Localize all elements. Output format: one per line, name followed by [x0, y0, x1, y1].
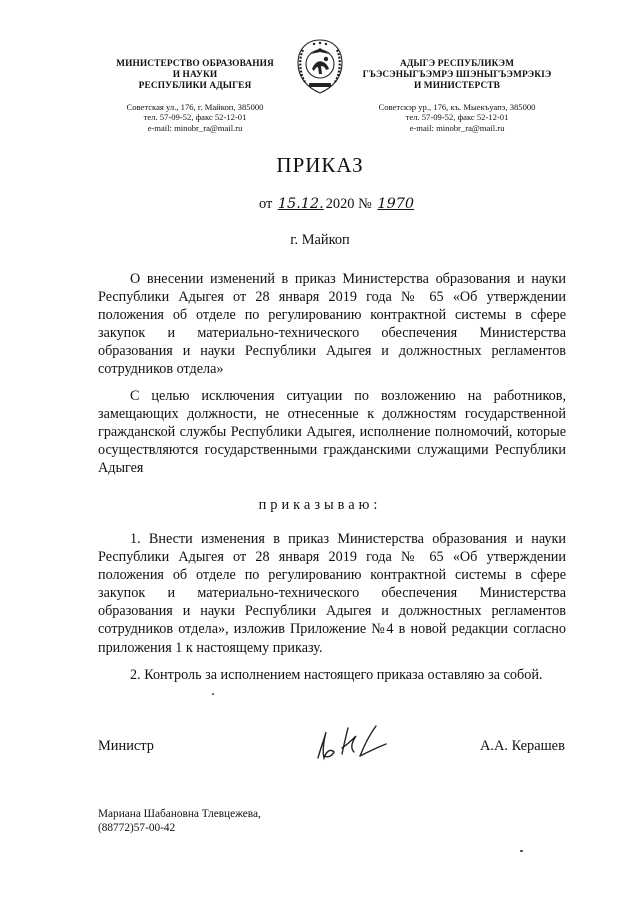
address-line: Советскэр ур., 176, къ. Мыекъуапэ, 385000	[378, 101, 536, 112]
order-item-2: 2. Контроль за исполнением настоящего приказа оставляю за собой.	[130, 667, 543, 683]
phone-line: тел. 57-09-52, факс 52-12-01	[405, 112, 509, 123]
order-subject: О внесении изменений в приказ Министерства образования и науки Республики Адыгея от 28 января 2019 года № 65 «Об утверждении положения об отделе по регулированию контрактной системы в сфере закупок и материально-технического обеспечения Министерства образования и науки Республики Адыгея и должностных регламентов сотрудников отдела»	[98, 271, 566, 378]
contact-person: Мариана Шабановна Тлевцежева,	[98, 808, 261, 820]
coat-of-arms-icon	[289, 36, 351, 98]
ministry-name-line: И МИНИСТЕРСТВ	[413, 81, 501, 92]
email-line: e-mail: minobr_ra@mail.ru	[147, 122, 243, 133]
ministry-name-ru	[100, 59, 290, 93]
order-reason: С целью исключения ситуации по возложению на работников, замещающих должности, не отнесенные к должностям государственной гражданской службы Республики Адыгея, исполнение полномочий, которые осуществляются государственными гражданскими служащими Республики Адыгея	[98, 388, 566, 477]
phone-line: тел. 57-09-52, факс 52-12-01	[143, 112, 247, 123]
order-year: 2020	[325, 196, 355, 212]
ministry-name-line: РЕСПУБЛИКИ АДЫГЕЯ	[138, 81, 252, 92]
ministry-name-line: И НАУКИ	[172, 70, 218, 81]
handwritten-number: 1970	[377, 196, 415, 212]
handwritten-date: 15.12.	[277, 196, 324, 212]
header-right	[357, 59, 557, 133]
number-prefix: №	[358, 196, 372, 212]
ministry-name-ady	[357, 59, 557, 93]
header-left	[100, 59, 290, 133]
scan-speck	[520, 850, 523, 852]
ministry-name-line: МИНИСТЕРСТВО ОБРАЗОВАНИЯ	[116, 59, 274, 69]
order-date-line	[259, 196, 449, 213]
email-line: e-mail: minobr_ra@mail.ru	[409, 122, 505, 133]
signer-name: А.А. Керашев	[480, 738, 565, 754]
ministry-name-line: ГЪЭСЭНЫГЪЭМРЭ ШІЭНЫГЪЭМРЭКІЭ	[362, 70, 552, 81]
contact-info	[98, 808, 261, 835]
decree-word: приказываю:	[258, 497, 382, 513]
order-title: ПРИКАЗ	[276, 153, 364, 177]
ministry-name-line: АДЫГЭ РЕСПУБЛИКЭМ	[399, 59, 515, 69]
city-label: г. Майкоп	[290, 232, 350, 248]
address-line: Советская ул., 176, г. Майкоп, 385000	[126, 101, 264, 112]
date-prefix: от	[259, 196, 273, 212]
order-item-1: 1. Внести изменения в приказ Министерства образования и науки Республики Адыгея от 28 января 2019 года № 65 «Об утверждении положения об отделе по регулированию контрактной системы в сфере закупок и материально-технического обеспечения Министерства образования и науки Республики Адыгея и должностных регламентов сотрудников отдела», изложив Приложение №4 в новой редакции согласно приложения 1 к настоящему приказу.	[98, 531, 566, 656]
scan-speck	[212, 693, 214, 695]
ministry-address-ru	[100, 102, 290, 134]
signer-role: Министр	[98, 738, 154, 754]
contact-phone: (88772)57-00-42	[98, 821, 176, 834]
handwritten-signature-icon	[312, 718, 392, 764]
ministry-address-ady	[357, 102, 557, 134]
